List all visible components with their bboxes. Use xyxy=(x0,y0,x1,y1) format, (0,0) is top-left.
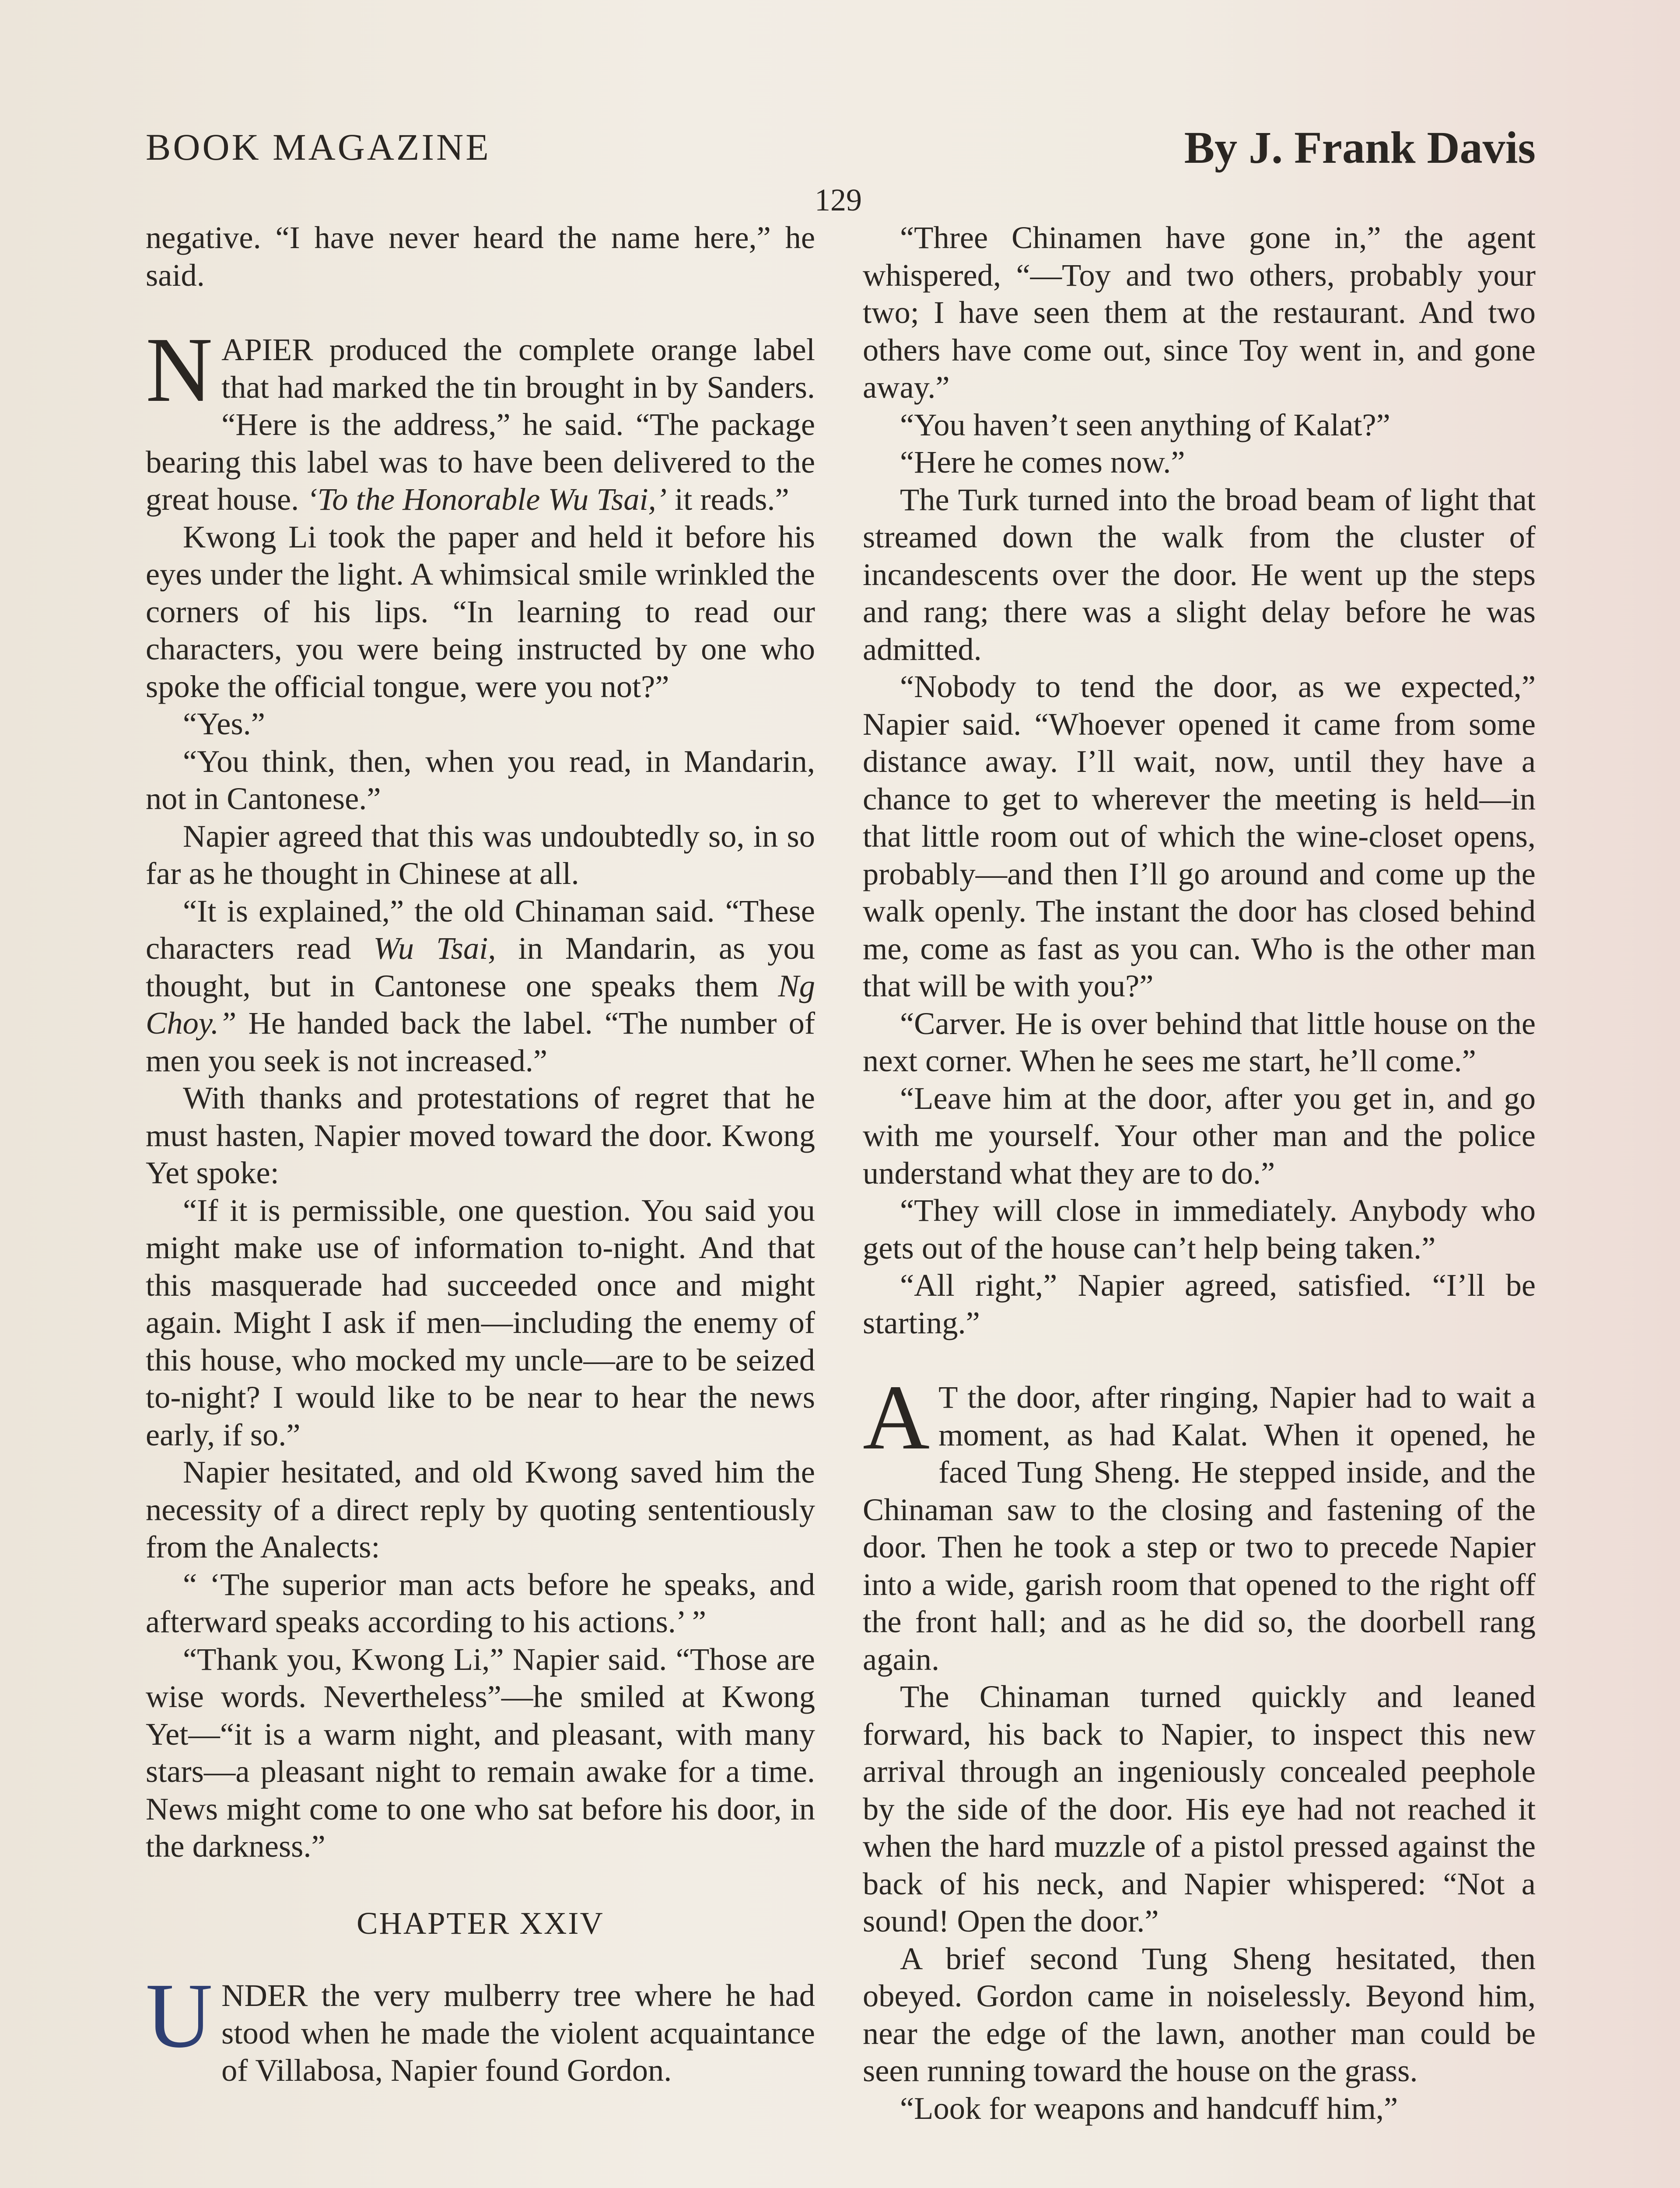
paragraph: “Leave him at the door, after you get in, and go with me yourself. Your other man and the police understand what they are to do.” xyxy=(863,1080,1536,1191)
italic-text: Ng Choy.” xyxy=(146,968,815,1041)
paragraph: negative. “I have never heard the name here,” he said. xyxy=(146,220,815,293)
right-column xyxy=(863,219,1536,2127)
paragraph-drop-cap: A T the door, after ringing, Napier had to wait a moment, as had Kalat. When it opened, he faced Tung Sheng. He stepped inside, and the Chinaman saw to the closing and fastening of the door. Then he took a step or two to precede Napier into a wide, garish room that opened to the right off the front hall; and as he did so, the doorbell rang again. xyxy=(863,1366,1536,1677)
paragraph: “Yes.” xyxy=(183,706,265,741)
drop-cap: U xyxy=(146,1964,213,2067)
chapter-heading: CHAPTER XXIV xyxy=(357,1905,604,1941)
paragraph: “If it is permissible, one question. You said you might make use of information to-night. And that this masquerade had succeeded once and might again. Might I ask if men—including the enemy of this house, who mocked my uncle—are to be seized to-night? I would like to be near to hear the news early, if so.” xyxy=(146,1192,815,1452)
left-column xyxy=(146,219,815,2089)
paragraph: “ ‘The superior man acts before he speaks, and afterward speaks according to his actions.’ ” xyxy=(146,1566,815,1639)
paragraph: “Thank you, Kwong Li,” Napier said. “Those are wise words. Nevertheless”—he smiled at Kwong Yet—“it is a warm night, and pleasant, with many stars—a pleasant night to remain awake for a time. News might come to one who sat before his door, in the darkness.” xyxy=(146,1641,815,1864)
running-header-publication: BOOK MAGAZINE xyxy=(146,126,491,168)
paragraph: A brief second Tung Sheng hesitated, then obeyed. Gordon came in noiselessly. Beyond him, near the edge of the lawn, another man could be seen running toward the house on the grass. xyxy=(863,1940,1536,2088)
paragraph: “Nobody to tend the door, as we expected,” Napier said. “Whoever opened it came from some distance away. I’ll wait, now, until they have a chance to get to wherever the meeting is held—in that little room out of which the wine-closet opens, probably—and then I’ll go around and come up the walk openly. The instant the door has closed behind me, come as fast as you can. Who is the other man that will be with you?” xyxy=(863,669,1536,1003)
paragraph: “You haven’t seen anything of Kalat?” xyxy=(900,407,1390,442)
paragraph: “You think, then, when you read, in Mandarin, not in Cantonese.” xyxy=(146,743,815,816)
drop-cap: N xyxy=(146,318,213,421)
paragraph: “Look for weapons and handcuff him,” xyxy=(900,2090,1398,2126)
running-header-byline: By J. Frank Davis xyxy=(1184,123,1536,173)
drop-cap: A xyxy=(863,1366,930,1469)
paragraph: “It is explained,” the old Chinaman said. “These characters read Wu Tsai, in Mandarin, as you thought, but in Cantonese one speaks them Ng Choy.” He handed back the label. “The number of men you seek is not increased.” xyxy=(146,893,815,1078)
page-number: 129 xyxy=(815,182,862,217)
italic-text: ‘To the Honorable Wu Tsai,’ xyxy=(307,481,667,517)
paragraph: With thanks and protestations of regret that he must hasten, Napier moved toward the door. Kwong Yet spoke: xyxy=(146,1080,815,1190)
paragraph: Napier agreed that this was undoubtedly so, in so far as he thought in Chinese at all. xyxy=(146,818,815,891)
paragraph: “Carver. He is over behind that little house on the next corner. When he sees me start, he’ll come.” xyxy=(863,1005,1536,1078)
paragraph-drop-cap: NAPIER produced the complete orange label that had marked the tin brought in by Sanders. “Here is the address,” he said. “The package bearing this label was to have been delivered to the great house. ‘To the Honorable Wu Tsai,’ it reads.” xyxy=(146,318,815,517)
paragraph: “Three Chinamen have gone in,” the agent whispered, “—Toy and two others, probably your two; I have seen them at the restaurant. And two others have come out, since Toy went in, and gone away.” xyxy=(863,220,1536,405)
paragraph: The Chinaman turned quickly and leaned forward, his back to Napier, to inspect this new arrival through an ingeniously concealed peephole by the side of the door. His eye had not reached it when the hard muzzle of a pistol pressed against the back of his neck, and Napier whispered: “Not a sound! Open the door.” xyxy=(863,1679,1536,1939)
paragraph: “All right,” Napier agreed, satisfied. “I’ll be starting.” xyxy=(863,1267,1536,1340)
paragraph: Napier hesitated, and old Kwong saved him the necessity of a direct reply by quoting sententiously from the Analects: xyxy=(146,1454,815,1564)
paragraph-drop-cap: UNDER the very mulberry tree where he had stood when he made the violent acquaintance of Villabosa, Napier found Gordon. xyxy=(146,1964,815,2088)
paragraph: The Turk turned into the broad beam of light that streamed down the walk from the cluster of incandescents over the door. He went up the steps and rang; there was a slight delay before he was admitted. xyxy=(863,481,1536,667)
paragraph: Kwong Li took the paper and held it before his eyes under the light. A whimsical smile wrinkled the corners of his lips. “In learning to read our characters, you were being instructed by one who spoke the official tongue, were you not?” xyxy=(146,519,815,704)
paragraph: “They will close in immediately. Anybody who gets out of the house can’t help being taken.” xyxy=(863,1192,1536,1266)
italic-text: Wu Tsai, xyxy=(373,930,496,966)
paragraph: “Here he comes now.” xyxy=(900,444,1185,480)
